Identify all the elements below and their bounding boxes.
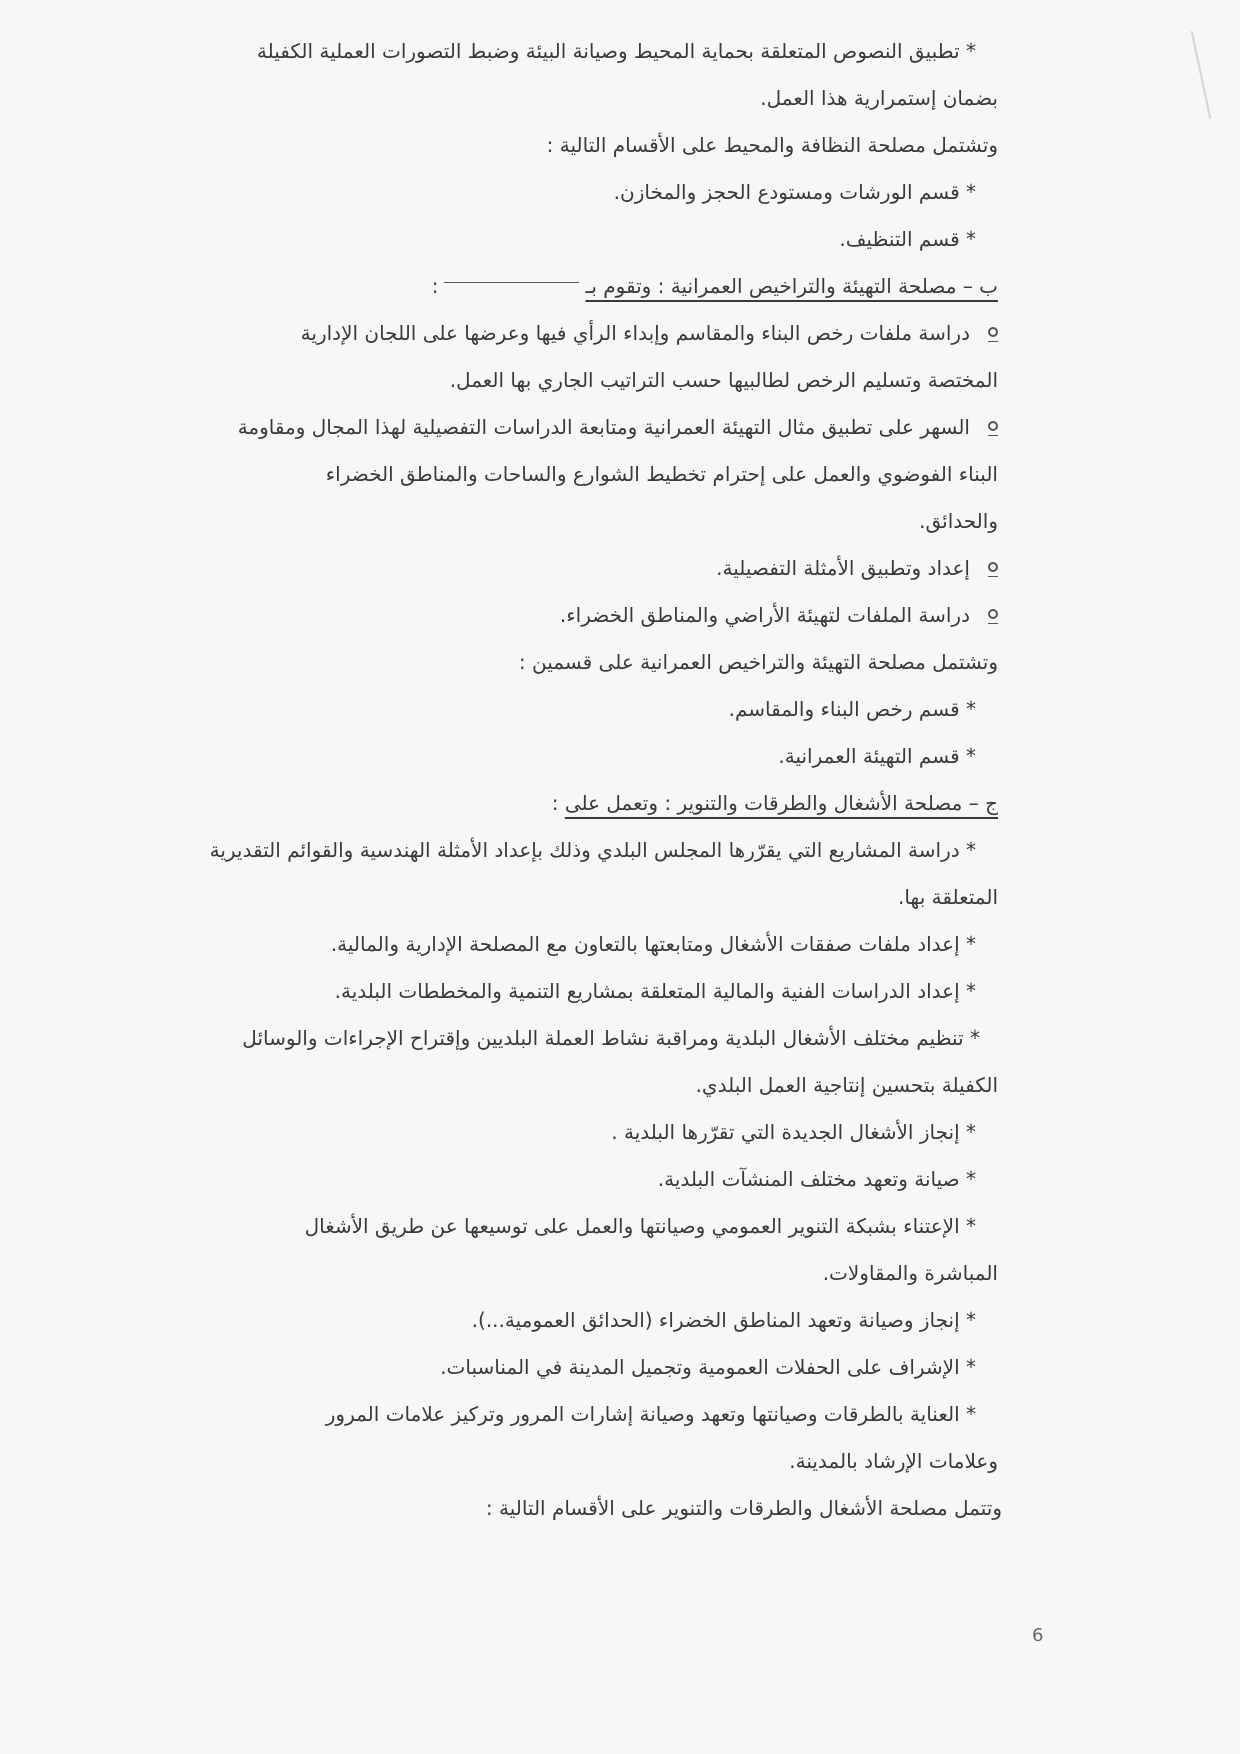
heading-colon: : xyxy=(551,791,559,815)
list-item: * إنجاز وصيانة وتعهد المناطق الخضراء (الحدائق العمومية...). xyxy=(471,1308,976,1332)
bullet-item xyxy=(118,404,998,451)
bullet-item xyxy=(118,545,998,592)
heading-colon: : xyxy=(431,274,439,298)
document-body xyxy=(118,28,1002,1532)
text-line: والحدائق. xyxy=(919,509,998,533)
text-line: الكفيلة بتحسين إنتاجية العمل البلدي. xyxy=(695,1073,998,1097)
text-line: المختصة وتسليم الرخص لطالبيها حسب التراتيب الجاري بها العمل. xyxy=(449,368,998,392)
bullet-text: إعداد وتطبيق الأمثلة التفصيلية. xyxy=(716,556,970,580)
bullet-text: السهر على تطبيق مثال التهيئة العمرانية ومتابعة الدراسات التفصيلية لهذا المجال ومقاومة xyxy=(237,415,970,439)
text-line: * تطبيق النصوص المتعلقة بحماية المحيط وصيانة البيئة وضبط التصورات العملية الكفيلة xyxy=(256,39,976,63)
list-item: * قسم التهيئة العمرانية. xyxy=(778,744,976,768)
text-line: وتتمل مصلحة الأشغال والطرقات والتنوير على الأقسام التالية : xyxy=(485,1496,1002,1520)
list-item: * قسم رخص البناء والمقاسم. xyxy=(728,697,976,721)
list-item: * إعداد ملفات صفقات الأشغال ومتابعتها بالتعاون مع المصلحة الإدارية والمالية. xyxy=(330,932,976,956)
list-item: * تنظيم مختلف الأشغال البلدية ومراقبة نشاط العملة البلديين وإقتراح الإجراءات والوسائل xyxy=(242,1026,980,1050)
underline-rule xyxy=(444,282,579,283)
text-line: المتعلقة بها. xyxy=(898,885,998,909)
scan-artifact xyxy=(1191,31,1212,119)
list-item: * صيانة وتعهد مختلف المنشآت البلدية. xyxy=(657,1167,976,1191)
heading-text: ب – مصلحة التهيئة والتراخيص العمرانية : وتقوم بـ xyxy=(585,274,998,298)
list-item: * الإعتناء بشبكة التنوير العمومي وصيانتها والعمل على توسيعها عن طريق الأشغال xyxy=(304,1214,976,1238)
heading-text: ج – مصلحة الأشغال والطرقات والتنوير : وتعمل على xyxy=(564,791,998,815)
list-item: * قسم الورشات ومستودع الحجز والمخازن. xyxy=(613,180,976,204)
bullet-icon xyxy=(988,609,998,619)
list-item: * العناية بالطرقات وصيانتها وتعهد وصيانة إشارات المرور وتركيز علامات المرور xyxy=(325,1402,976,1426)
section-heading-c xyxy=(118,780,998,827)
section-heading-b xyxy=(118,263,998,310)
text-line: وعلامات الإرشاد بالمدينة. xyxy=(789,1449,998,1473)
bullet-item xyxy=(118,592,998,639)
text-line: وتشتمل مصلحة التهيئة والتراخيص العمرانية على قسمين : xyxy=(518,650,998,674)
bullet-item xyxy=(118,310,998,357)
list-item: * دراسة المشاريع التي يقرّرها المجلس البلدي وذلك بإعداد الأمثلة الهندسية والقوائم التقديرية xyxy=(209,838,976,862)
bullet-text: دراسة ملفات رخص البناء والمقاسم وإبداء الرأي فيها وعرضها على اللجان الإدارية xyxy=(300,321,970,345)
text-line: البناء الفوضوي والعمل على إحترام تخطيط الشوارع والساحات والمناطق الخضراء xyxy=(325,462,998,486)
list-item: * إعداد الدراسات الفنية والمالية المتعلقة بمشاريع التنمية والمخططات البلدية. xyxy=(334,979,976,1003)
list-item: * إنجاز الأشغال الجديدة التي تقرّرها البلدية . xyxy=(611,1120,976,1144)
list-item: * الإشراف على الحفلات العمومية وتجميل المدينة في المناسبات. xyxy=(440,1355,976,1379)
text-line: بضمان إستمرارية هذا العمل. xyxy=(760,86,998,110)
text-line: المباشرة والمقاولات. xyxy=(822,1261,998,1285)
bullet-icon xyxy=(988,562,998,572)
page-number: 6 xyxy=(1032,1625,1044,1646)
text-line: وتشتمل مصلحة النظافة والمحيط على الأقسام التالية : xyxy=(546,133,998,157)
bullet-text: دراسة الملفات لتهيئة الأراضي والمناطق الخضراء. xyxy=(559,603,970,627)
list-item: * قسم التنظيف. xyxy=(839,227,976,251)
bullet-icon xyxy=(988,327,998,337)
bullet-icon xyxy=(988,421,998,431)
